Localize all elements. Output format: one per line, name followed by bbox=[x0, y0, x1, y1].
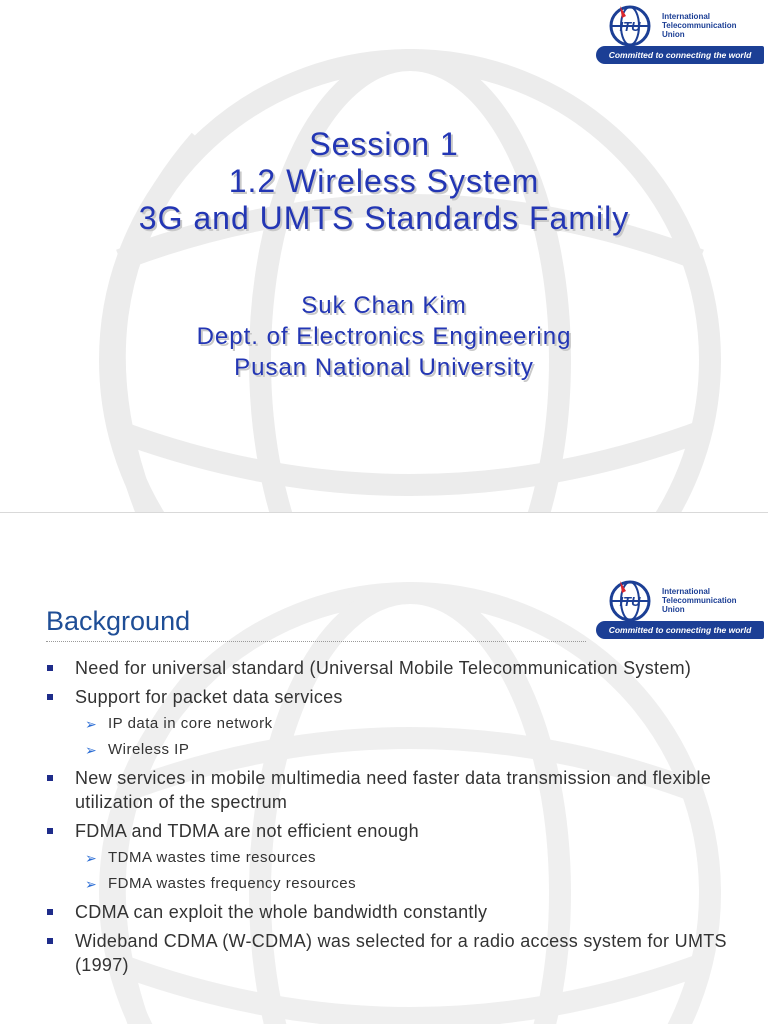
author-dept: Dept. of Electronics Engineering bbox=[196, 323, 572, 350]
bullet-item: FDMA and TDMA are not efficient enough bbox=[0, 819, 768, 843]
author-block bbox=[0, 290, 768, 383]
org-name: International Telecommunication Union bbox=[662, 12, 737, 39]
org-name: International Telecommunication Union bbox=[662, 587, 737, 614]
itu-globe-icon bbox=[598, 579, 662, 623]
slide-title bbox=[0, 126, 768, 237]
title-divider bbox=[46, 641, 586, 642]
bullet-square-icon bbox=[47, 665, 53, 671]
sub-bullet-item: ➢ Wireless IP bbox=[85, 741, 190, 758]
itu-acronym: ITU bbox=[619, 594, 641, 609]
arrow-bullet-icon: ➢ bbox=[85, 876, 98, 892]
bullet-item: Wideband CDMA (W-CDMA) was selected for a radio access system for UMTS (1997) bbox=[0, 929, 768, 977]
author-university: Pusan National University bbox=[234, 354, 534, 381]
bullet-item: Need for universal standard (Universal Mobile Telecommunication System) bbox=[0, 656, 768, 680]
title-line: Session 1 bbox=[309, 126, 459, 162]
tagline: Committed to connecting the world bbox=[596, 621, 764, 639]
bullet-square-icon bbox=[47, 694, 53, 700]
arrow-bullet-icon: ➢ bbox=[85, 742, 98, 758]
bullet-square-icon bbox=[47, 775, 53, 781]
sub-bullet-item: ➢ FDMA wastes frequency resources bbox=[85, 875, 357, 892]
arrow-bullet-icon: ➢ bbox=[85, 716, 98, 732]
title-line: 1.2 Wireless System bbox=[228, 163, 540, 199]
slide-title: Background bbox=[46, 606, 191, 636]
itu-acronym: ITU bbox=[619, 19, 641, 34]
bullet-square-icon bbox=[47, 938, 53, 944]
arrow-bullet-icon: ➢ bbox=[85, 850, 98, 866]
bullet-item: Support for packet data services bbox=[0, 685, 768, 709]
sub-bullet-item: ➢ IP data in core network bbox=[85, 715, 273, 732]
bullet-item: New services in mobile multimedia need faster data transmission and flexible utilization of the spectrum bbox=[0, 766, 768, 814]
itu-globe-icon bbox=[598, 4, 662, 48]
tagline: Committed to connecting the world bbox=[596, 46, 764, 64]
itu-logo bbox=[596, 579, 766, 643]
itu-logo bbox=[596, 4, 766, 68]
bullet-square-icon bbox=[47, 828, 53, 834]
bullet-square-icon bbox=[47, 909, 53, 915]
background-slide bbox=[0, 512, 768, 1024]
title-line: 3G and UMTS Standards Family bbox=[138, 200, 630, 236]
bullet-list bbox=[0, 656, 768, 982]
bullet-item: CDMA can exploit the whole bandwidth constantly bbox=[0, 900, 768, 924]
author-name: Suk Chan Kim bbox=[301, 292, 467, 319]
sub-bullet-item: ➢ TDMA wastes time resources bbox=[85, 849, 317, 866]
